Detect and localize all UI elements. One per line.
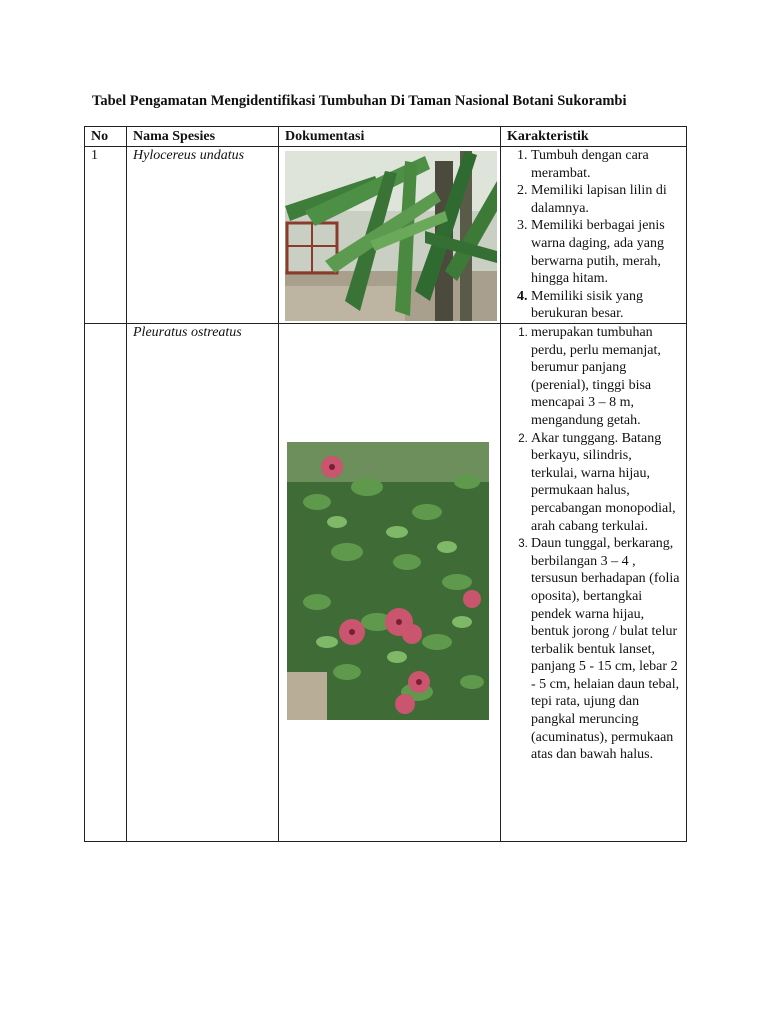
list-item: 4. Memiliki sisik yang berukuran besar. — [531, 288, 680, 323]
header-dokumentasi: Dokumentasi — [279, 127, 501, 147]
species-name: Pleuratus ostreatus — [127, 324, 279, 842]
row-number — [85, 324, 127, 842]
list-item: 2. Akar tunggang. Batang berkayu, silindris, terkulai, warna hijau, permukaan halus, percabangan monopodial, arah cabang terkulai. — [531, 430, 680, 536]
flowering-vine-photo — [287, 442, 489, 720]
list-item: 2. Memiliki lapisan lilin di dalamnya. — [531, 182, 680, 217]
list-item: 3. Daun tunggal, berkarang, berbilangan 3 – 4 , tersusun berhadapan (folia oposita), bertangkai pendek warna hijau, bentuk jorong / bulat telur terbalik bentuk lanset, panjang 5 - 15 cm, lebar 2 - 5 cm, helaian daun tebal, tepi rata, ujung dan pangkal meruncing (acuminatus), permukaan atas dan bawah halus. — [531, 535, 680, 764]
list-item: 3. Memiliki berbagai jenis warna daging, ada yang berwarna putih, merah, hingga hitam. — [531, 217, 680, 287]
table-row — [85, 324, 687, 842]
row-number: 1 — [85, 147, 127, 324]
header-no: No — [85, 127, 127, 147]
document-title: Tabel Pengamatan Mengidentifikasi Tumbuhan Di Taman Nasional Botani Sukorambi — [92, 93, 627, 109]
observation-table — [84, 126, 687, 842]
documentation-cell — [279, 147, 501, 324]
characteristics-cell — [501, 324, 687, 842]
list-item: 1. merupakan tumbuhan perdu, perlu memanjat, berumur panjang (perenial), tinggi bisa mencapai 3 – 8 m, mengandung getah. — [531, 324, 680, 430]
header-nama-spesies: Nama Spesies — [127, 127, 279, 147]
list-item: 1. Tumbuh dengan cara merambat. — [531, 147, 680, 182]
table-header-row — [85, 127, 687, 147]
header-karakteristik: Karakteristik — [501, 127, 687, 147]
table-row — [85, 147, 687, 324]
characteristics-list — [507, 147, 680, 323]
characteristics-cell — [501, 147, 687, 324]
species-name: Hylocereus undatus — [127, 147, 279, 324]
characteristics-list — [507, 324, 680, 764]
documentation-cell — [279, 324, 501, 842]
dragon-fruit-photo — [285, 151, 497, 321]
